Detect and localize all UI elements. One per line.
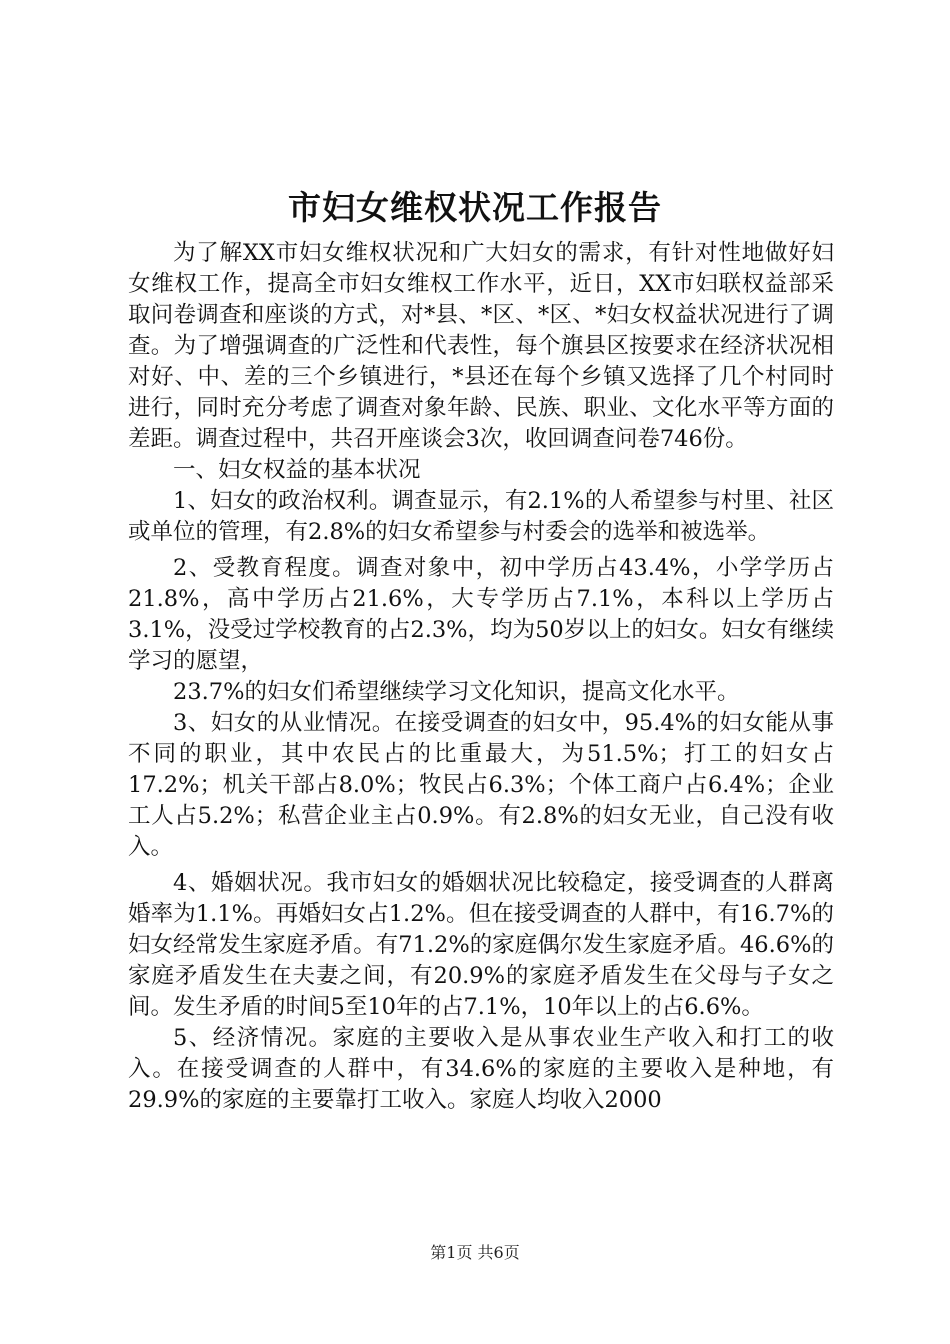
section-heading: 一、妇女权益的基本状况 xyxy=(173,457,421,483)
document-body xyxy=(128,238,834,1116)
paragraph-intro: 为了解XX市妇女维权状况和广大妇女的需求，有针对性地做好妇女维权工作，提高全市妇女维权工作水平，近日，XX市妇联权益部采取问卷调查和座谈的方式，对*县、*区、*区、*妇女权益状况进行了调查。为了增强调查的广泛性和代表性，每个旗县区按要求在经济状况相对好、中、差的三个乡镇进行，*县还在每个乡镇又选择了几个村同时进行，同时充分考虑了调查对象年龄、民族、职业、文化水平等方面的差距。调查过程中，共召开座谈会3次，收回调查问卷746份。 xyxy=(128,240,834,452)
paragraph-economy: 5、经济情况。家庭的主要收入是从事农业生产收入和打工的收入。在接受调查的人群中，有34.6%的家庭的主要收入是种地，有29.9%的家庭的主要靠打工收入。家庭人均收入2000 xyxy=(128,1025,834,1113)
paragraph-political-rights: 1、妇女的政治权利。调查显示，有2.1%的人希望参与村里、社区或单位的管理，有2.8%的妇女希望参与村委会的选举和被选举。 xyxy=(128,488,834,545)
paragraph-continued-learning: 23.7%的妇女们希望继续学习文化知识，提高文化水平。 xyxy=(173,679,740,705)
paragraph-education: 2、受教育程度。调查对象中，初中学历占43.4%，小学学历占21.8%，高中学历占21.6%，大专学历占7.1%，本科以上学历占3.1%，没受过学校教育的占2.3%，均为50岁以上的妇女。妇女有继续学习的愿望， xyxy=(128,555,834,674)
paragraph-marriage: 4、婚姻状况。我市妇女的婚姻状况比较稳定，接受调查的人群离婚率为1.1%。再婚妇女占1.2%。但在接受调查的人群中，有16.7%的妇女经常发生家庭矛盾。有71.2%的家庭偶尔发生家庭矛盾。46.6%的家庭矛盾发生在夫妻之间，有20.9%的家庭矛盾发生在父母与子女之间。发生矛盾的时间5至10年的占7.1%，10年以上的占6.6%。 xyxy=(128,870,834,1020)
document-title: 市妇女维权状况工作报告 xyxy=(288,188,662,227)
paragraph-employment: 3、妇女的从业情况。在接受调查的妇女中，95.4%的妇女能从事不同的职业，其中农民占的比重最大，为51.5%；打工的妇女占17.2%；机关干部占8.0%；牧民占6.3%；个体工商户占6.4%；企业工人占5.2%；私营企业主占0.9%。有2.8%的妇女无业，自己没有收入。 xyxy=(128,710,834,860)
page-number: 第1页 共6页 xyxy=(430,1243,520,1262)
